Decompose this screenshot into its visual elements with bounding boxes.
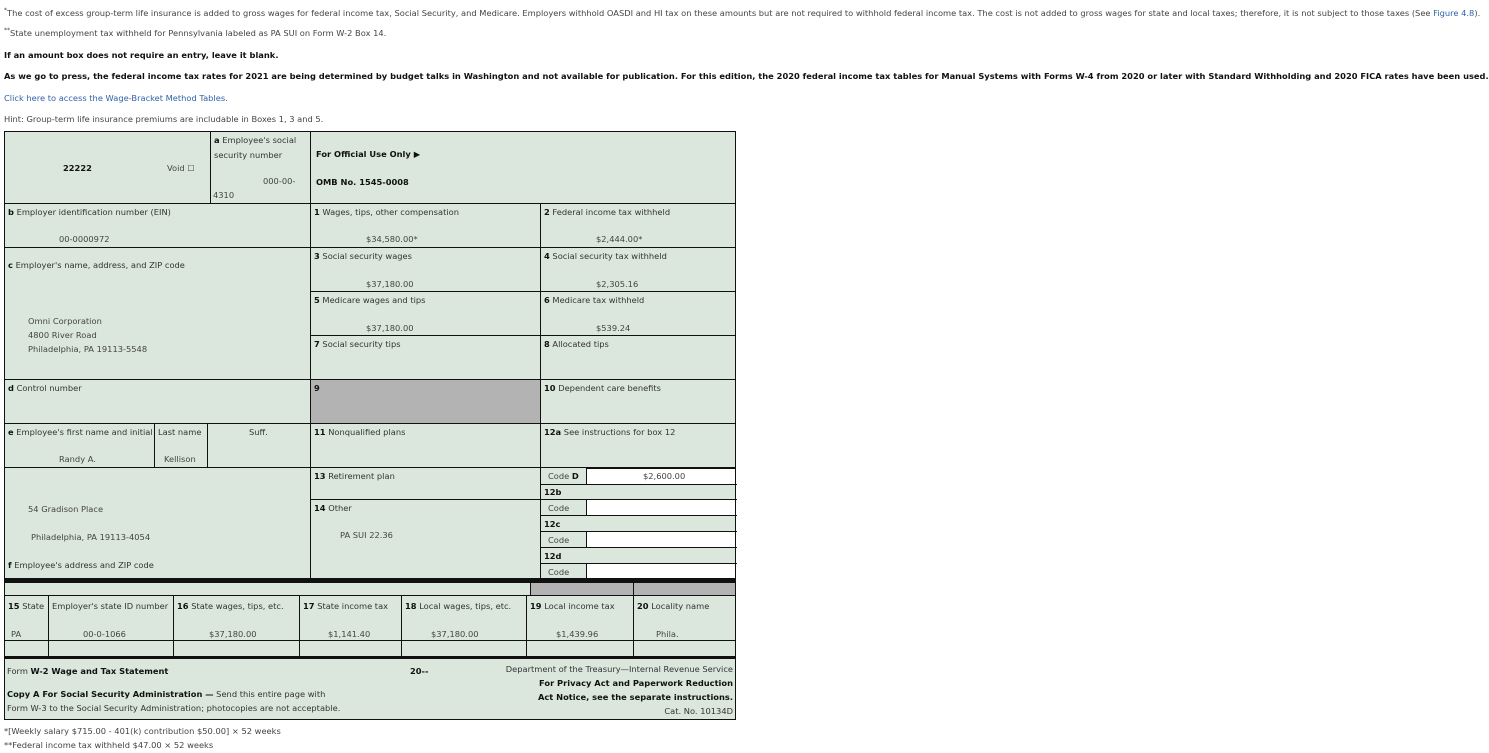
box12b-code-label: Code bbox=[548, 503, 570, 513]
box5-value: $37,180.00 bbox=[366, 323, 414, 333]
box18-label: 18 Local wages, tips, etc. bbox=[405, 601, 512, 611]
box3-label: 3 Social security wages bbox=[314, 251, 412, 261]
box-e-suffix bbox=[207, 423, 311, 468]
box-15-state-id bbox=[48, 595, 174, 641]
ssn-value-part1: 000-00- bbox=[263, 176, 296, 186]
box14-value: PA SUI 22.36 bbox=[340, 530, 393, 540]
footnote-federal: **Federal income tax withheld $47.00 × 52 weeks bbox=[4, 740, 214, 750]
box-7 bbox=[310, 335, 541, 380]
box-e-first-name bbox=[4, 423, 155, 468]
box12c-amount-field[interactable] bbox=[586, 531, 736, 548]
box-14 bbox=[310, 499, 541, 579]
box-3 bbox=[310, 247, 541, 292]
footer-privacy-1: For Privacy Act and Paperwork Reduction bbox=[539, 678, 733, 688]
omb-number: OMB No. 1545-0008 bbox=[316, 177, 409, 187]
box2-value: $2,444.00* bbox=[596, 234, 643, 244]
box17-label: 17 State income tax bbox=[303, 601, 389, 611]
box-17 bbox=[299, 595, 402, 641]
box-12-codes bbox=[540, 467, 736, 579]
box12a-amount: $2,600.00 bbox=[643, 471, 686, 481]
ssn-value-part2: 4310 bbox=[213, 190, 235, 200]
footnote-salary: *[Weekly salary $715.00 - 401(k) contribution $50.00] × 52 weeks bbox=[4, 726, 281, 736]
note-press: As we go to press, the federal income tax rates for 2021 are being determined by budget talks in Washington and not available for publication. For this edition, the 2020 federal income tax tables for Manual Systems with Forms W-4 from 2020 or later with Standard Withholding and 2020 FICA rates have been used. bbox=[4, 71, 1489, 81]
box12c-code-label: Code bbox=[548, 535, 570, 545]
state-row2-cell bbox=[299, 640, 402, 657]
hint-text: Hint: Group-term life insurance premiums are includable in Boxes 1, 3 and 5. bbox=[4, 114, 324, 124]
box20-label: 20 Locality name bbox=[637, 601, 710, 611]
w2-form bbox=[4, 131, 736, 720]
state-row2-cell bbox=[4, 640, 49, 657]
employer-street: 4800 River Road bbox=[28, 330, 97, 340]
state-row2-cell bbox=[173, 640, 300, 657]
employer-city: Philadelphia, PA 19113-5548 bbox=[28, 344, 148, 354]
ein-value: 00-0000972 bbox=[59, 234, 110, 244]
control-label: d Control number bbox=[8, 383, 82, 393]
employee-last-name: Kellison bbox=[164, 454, 196, 464]
box16-label: 16 State wages, tips, etc. bbox=[177, 601, 284, 611]
box7-label: 7 Social security tips bbox=[314, 339, 401, 349]
box-e-last-name bbox=[154, 423, 208, 468]
employer-name: Omni Corporation bbox=[28, 316, 102, 326]
box12b-label: 12b bbox=[544, 487, 562, 497]
box-b-ein bbox=[4, 203, 311, 248]
box-ssn bbox=[210, 131, 311, 204]
employee-city: Philadelphia, PA 19113-4054 bbox=[31, 532, 151, 542]
state-wages-value: $37,180.00 bbox=[209, 629, 257, 639]
box-19 bbox=[526, 595, 634, 641]
box-8 bbox=[540, 335, 736, 380]
box8-label: 8 Allocated tips bbox=[544, 339, 609, 349]
local-tax-value: $1,439.96 bbox=[556, 629, 599, 639]
box2-label: 2 Federal income tax withheld bbox=[544, 207, 671, 217]
box-5 bbox=[310, 291, 541, 336]
box-20 bbox=[633, 595, 736, 641]
box6-label: 6 Medicare tax withheld bbox=[544, 295, 645, 305]
void-checkbox[interactable]: Void ☐ bbox=[167, 163, 195, 173]
box-official-use bbox=[310, 131, 736, 204]
box-10 bbox=[540, 379, 736, 424]
wage-bracket-link[interactable]: Click here to access the Wage-Bracket Method Tables. bbox=[4, 93, 228, 103]
state-strip-gray-2 bbox=[633, 582, 736, 596]
box-13 bbox=[310, 467, 541, 500]
box12b-amount-field[interactable] bbox=[586, 499, 736, 516]
box15-label: 15 State bbox=[8, 601, 45, 611]
box12a-label: 12a See instructions for box 12 bbox=[544, 427, 676, 437]
box3-value: $37,180.00 bbox=[366, 279, 414, 289]
employee-last-label: Last name bbox=[158, 427, 202, 437]
state-strip bbox=[4, 582, 531, 596]
box-d-control bbox=[4, 379, 311, 424]
state-id-label: Employer's state ID number bbox=[52, 601, 169, 611]
box4-label: 4 Social security tax withheld bbox=[544, 251, 667, 261]
box-6 bbox=[540, 291, 736, 336]
box-12a bbox=[540, 423, 736, 468]
box-c-employer bbox=[4, 247, 311, 380]
ein-label: b Employer identification number (EIN) bbox=[8, 207, 171, 217]
state-strip-gray-1 bbox=[530, 582, 634, 596]
note-blank-instruction: If an amount box does not require an entry, leave it blank. bbox=[4, 50, 279, 60]
employee-first-name: Randy A. bbox=[59, 454, 96, 464]
locality-value: Phila. bbox=[656, 629, 679, 639]
box-f-employee-address bbox=[4, 467, 311, 579]
box9-label: 9 bbox=[314, 383, 320, 393]
employee-suffix-label: Suff. bbox=[249, 427, 268, 437]
box10-label: 10 Dependent care benefits bbox=[544, 383, 661, 393]
box12d-code-label: Code bbox=[548, 567, 570, 577]
footer-department: Department of the Treasury—Internal Revenue Service bbox=[505, 664, 733, 674]
box11-label: 11 Nonqualified plans bbox=[314, 427, 406, 437]
footer-year: 20-- bbox=[410, 666, 429, 676]
employee-first-label: e Employee's first name and initial bbox=[8, 427, 153, 437]
state-id-value: 00-0-1066 bbox=[83, 629, 126, 639]
box-2 bbox=[540, 203, 736, 248]
box-1 bbox=[310, 203, 541, 248]
box-16 bbox=[173, 595, 300, 641]
figure-link[interactable]: Figure 4.8 bbox=[1433, 7, 1475, 18]
box12d-label: 12d bbox=[544, 551, 562, 561]
box-4 bbox=[540, 247, 736, 292]
box6-value: $539.24 bbox=[596, 323, 631, 333]
employee-street: 54 Gradison Place bbox=[28, 504, 104, 514]
form-code: 22222 bbox=[63, 163, 92, 173]
footer-form-title: Form W-2 Wage and Tax Statement bbox=[7, 666, 169, 676]
state-tax-value: $1,141.40 bbox=[328, 629, 371, 639]
box-control-code bbox=[4, 131, 211, 204]
state-value: PA bbox=[11, 629, 22, 639]
footer-copy-a-line2: Form W-3 to the Social Security Administration; photocopies are not acceptable. bbox=[7, 703, 341, 713]
note-state-unemployment: **State unemployment tax withheld for Pennsylvania labeled as PA SUI on Form W-2 Box 14. bbox=[4, 27, 387, 38]
state-row2-cell bbox=[526, 640, 634, 657]
footer-cat-no: Cat. No. 10134D bbox=[664, 706, 733, 716]
state-row2-cell bbox=[633, 640, 736, 657]
local-wages-value: $37,180.00 bbox=[431, 629, 479, 639]
box14-label: 14 Other bbox=[314, 503, 352, 513]
box12c-label: 12c bbox=[544, 519, 561, 529]
box1-value: $34,580.00* bbox=[366, 234, 418, 244]
box-9 bbox=[310, 379, 541, 424]
box19-label: 19 Local income tax bbox=[530, 601, 615, 611]
state-row2-cell bbox=[401, 640, 527, 657]
box13-label: 13 Retirement plan bbox=[314, 471, 395, 481]
box-11 bbox=[310, 423, 541, 468]
box1-label: 1 Wages, tips, other compensation bbox=[314, 207, 459, 217]
ssn-label: a Employee's social security number bbox=[214, 135, 297, 160]
box12a-code-label: Code D bbox=[548, 471, 579, 481]
box5-label: 5 Medicare wages and tips bbox=[314, 295, 426, 305]
box4-value: $2,305.16 bbox=[596, 279, 639, 289]
employee-address-label: f Employee's address and ZIP code bbox=[8, 560, 154, 570]
box-15-state bbox=[4, 595, 49, 641]
state-row2-cell bbox=[48, 640, 174, 657]
box-18 bbox=[401, 595, 527, 641]
wage-bracket-link-wrap bbox=[4, 93, 228, 103]
note-life-insurance: *The cost of excess group-term life insurance is added to gross wages for federal income tax, Social Security, and Medicare. Employers withhold OASDI and HI tax on these amounts but are not required to withhold federal income tax. The cost is not added to gross wages for state and local taxes; therefore, it is not subject to those taxes (See Figure 4.8). bbox=[4, 7, 1481, 18]
form-footer bbox=[4, 658, 736, 720]
employer-label: c Employer's name, address, and ZIP code bbox=[8, 260, 185, 270]
footer-privacy-2: Act Notice, see the separate instructions. bbox=[537, 692, 733, 702]
footer-copy-a: Copy A For Social Security Administration — Send this entire page with bbox=[7, 689, 326, 699]
official-use-label: For Official Use Only ▶ bbox=[316, 149, 421, 159]
